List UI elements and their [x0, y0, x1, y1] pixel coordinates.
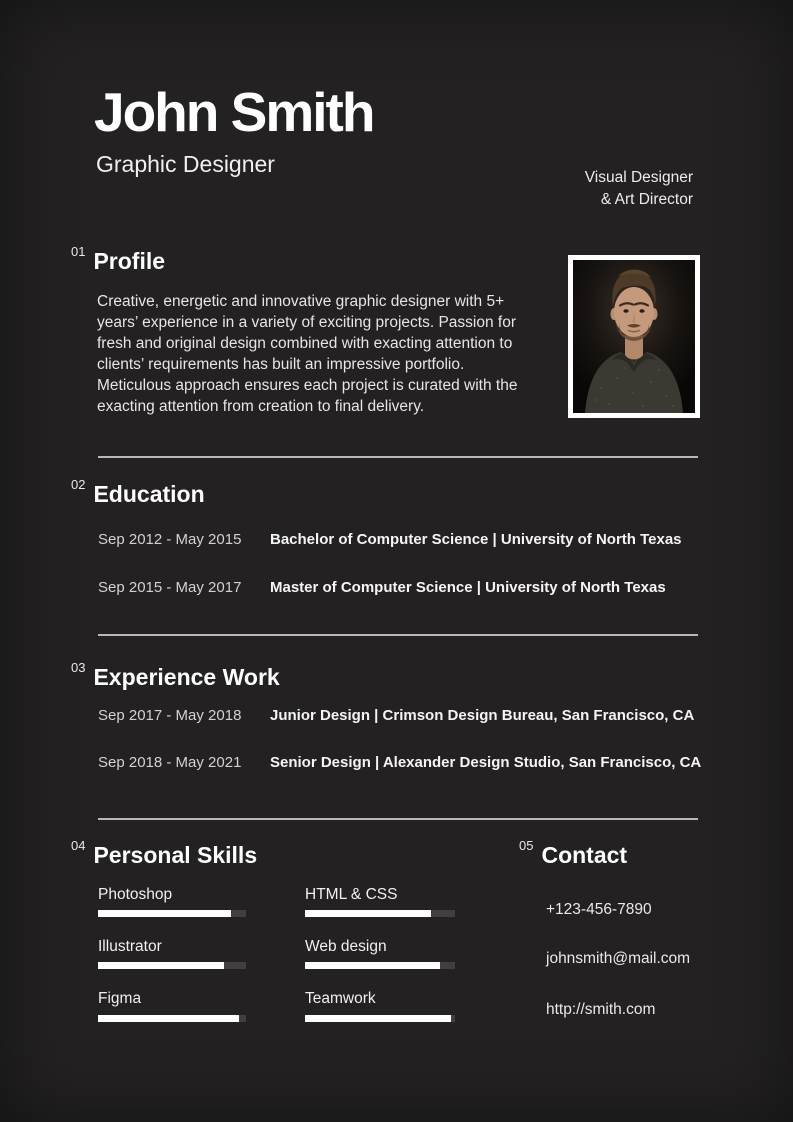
skill-bar-fill — [98, 962, 224, 969]
entry-detail: Senior Design | Alexander Design Studio, San Francisco, CA — [270, 754, 702, 771]
entry-detail: Master of Computer Science | University of North Texas — [270, 579, 666, 596]
profile-photo — [568, 255, 700, 418]
section-divider — [98, 456, 698, 458]
skill-bar — [305, 962, 455, 969]
entry-dates: Sep 2017 - May 2018 — [98, 707, 242, 724]
skill-bar-fill — [305, 910, 431, 917]
section-title: Profile — [93, 248, 166, 274]
section-divider — [98, 634, 698, 636]
section-title: Contact — [541, 842, 628, 868]
skill-bar — [305, 1015, 455, 1022]
section-number: 01 — [71, 244, 86, 259]
skill-bar — [98, 1015, 246, 1022]
tagline-line-1: Visual Designer — [584, 169, 693, 186]
section-title: Experience Work — [93, 664, 280, 690]
entry-dates: Sep 2012 - May 2015 — [98, 531, 242, 548]
education-entry — [98, 531, 698, 548]
skills-section-heading — [71, 840, 257, 867]
profile-text: Creative, energetic and innovative graphic designer with 5+ years’ experience in a variety of exciting projects. Passion for fresh and original design combined with exacting attention to clients’ requirements has built an impressive portfolio. Meticulous approach ensures each project is curated with the exacting attention from creation to final delivery. — [97, 293, 518, 415]
section-number: 03 — [71, 660, 86, 675]
section-divider — [98, 818, 698, 820]
skill-label: Photoshop — [98, 886, 173, 903]
person-name: John Smith — [94, 81, 374, 143]
skill-bar-fill — [305, 962, 440, 969]
person-job-title: Graphic Designer — [96, 151, 275, 177]
section-number: 04 — [71, 838, 86, 853]
section-title: Personal Skills — [93, 842, 258, 868]
experience-section-heading — [71, 662, 280, 689]
skill-label: Teamwork — [305, 990, 376, 1007]
skill-label: Illustrator — [98, 938, 162, 955]
skill-bar — [98, 962, 246, 969]
education-section-heading — [71, 479, 205, 506]
section-title: Education — [93, 481, 205, 507]
skill-bar — [98, 910, 246, 917]
profile-section-heading — [71, 246, 165, 273]
skill-label: Web design — [305, 938, 387, 955]
contact-email: johnsmith@mail.com — [546, 950, 691, 967]
contact-website: http://smith.com — [546, 1001, 656, 1018]
contact-section-heading — [519, 840, 627, 867]
entry-dates: Sep 2015 - May 2017 — [98, 579, 242, 596]
education-entry — [98, 579, 698, 596]
skill-label: HTML & CSS — [305, 886, 398, 903]
skill-bar — [305, 910, 455, 917]
profile-photo-illustration — [573, 260, 695, 413]
entry-detail: Bachelor of Computer Science | University of North Texas — [270, 531, 682, 548]
skill-label: Figma — [98, 990, 142, 1007]
experience-entry — [98, 707, 698, 724]
entry-dates: Sep 2018 - May 2021 — [98, 754, 242, 771]
skill-bar-fill — [98, 910, 231, 917]
skill-bar-fill — [305, 1015, 451, 1022]
experience-entry — [98, 754, 702, 771]
section-number: 02 — [71, 477, 86, 492]
section-number: 05 — [519, 838, 534, 853]
tagline-line-2: & Art Director — [600, 190, 693, 208]
entry-detail: Junior Design | Crimson Design Bureau, San Francisco, CA — [270, 707, 695, 724]
contact-phone: +123-456-7890 — [546, 901, 652, 918]
tagline — [585, 167, 693, 210]
skill-bar-fill — [98, 1015, 239, 1022]
